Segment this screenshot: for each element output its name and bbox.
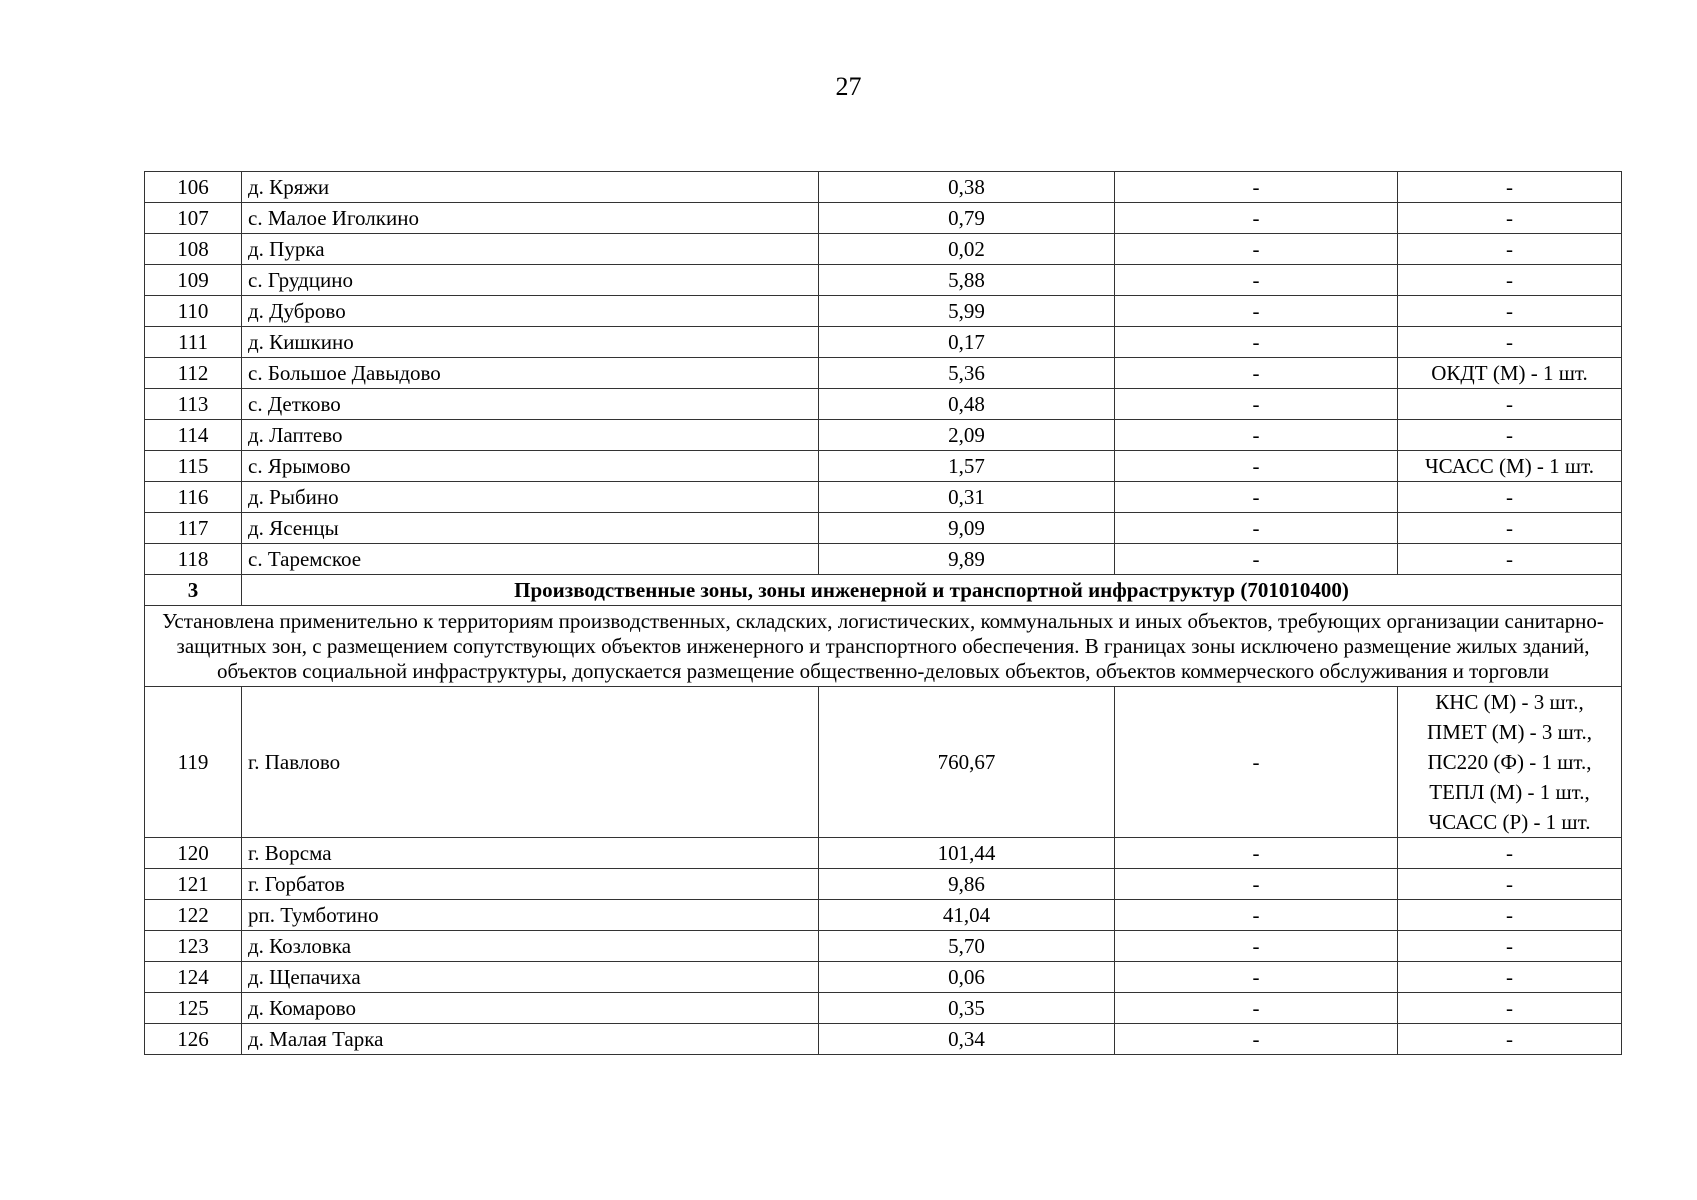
- zone-area: 1,57: [819, 451, 1115, 482]
- settlement-name: д. Лаптево: [242, 420, 819, 451]
- planned-object-item: ПС220 (Ф) - 1 шт.,: [1427, 750, 1592, 774]
- settlement-name: с. Таремское: [242, 544, 819, 575]
- table-row: [145, 358, 1622, 389]
- row-number: 114: [145, 420, 242, 451]
- zone-area: 0,17: [819, 327, 1115, 358]
- row-number: 111: [145, 327, 242, 358]
- column-4-value: -: [1115, 234, 1398, 265]
- column-4-value: -: [1115, 203, 1398, 234]
- column-4-value: -: [1115, 962, 1398, 993]
- planned-objects: -: [1398, 296, 1622, 327]
- column-4-value: -: [1115, 451, 1398, 482]
- settlement-name: с. Детково: [242, 389, 819, 420]
- column-4-value: -: [1115, 838, 1398, 869]
- row-number: 117: [145, 513, 242, 544]
- column-4-value: -: [1115, 513, 1398, 544]
- planned-objects: -: [1398, 327, 1622, 358]
- settlement-name: д. Кишкино: [242, 327, 819, 358]
- table-row: [145, 296, 1622, 327]
- column-4-value: -: [1115, 544, 1398, 575]
- planned-object-item: ПМЕТ (М) - 3 шт.,: [1427, 720, 1592, 744]
- table-row: [145, 869, 1622, 900]
- row-number: 121: [145, 869, 242, 900]
- planned-objects: -: [1398, 172, 1622, 203]
- section-title: Производственные зоны, зоны инженерной и транспортной инфраструктур (701010400): [242, 575, 1622, 606]
- planned-objects: -: [1398, 931, 1622, 962]
- table-row: [145, 420, 1622, 451]
- zone-area: 0,31: [819, 482, 1115, 513]
- settlement-name: д. Щепачиха: [242, 962, 819, 993]
- row-number: 108: [145, 234, 242, 265]
- table-row: [145, 482, 1622, 513]
- planned-objects: ОКДТ (М) - 1 шт.: [1398, 358, 1622, 389]
- settlement-name: д. Пурка: [242, 234, 819, 265]
- table-row: [145, 327, 1622, 358]
- planned-objects: -: [1398, 203, 1622, 234]
- row-number: 106: [145, 172, 242, 203]
- zone-area: 9,86: [819, 869, 1115, 900]
- settlement-name: г. Павлово: [242, 687, 819, 838]
- planned-object-item: КНС (М) - 3 шт.,: [1435, 690, 1584, 714]
- settlement-name: с. Большое Давыдово: [242, 358, 819, 389]
- column-4-value: -: [1115, 296, 1398, 327]
- settlement-name: рп. Тумботино: [242, 900, 819, 931]
- planned-objects: -: [1398, 993, 1622, 1024]
- settlement-name: д. Ясенцы: [242, 513, 819, 544]
- column-4-value: -: [1115, 687, 1398, 838]
- planned-objects: ЧСАСС (М) - 1 шт.: [1398, 451, 1622, 482]
- table-row: [145, 962, 1622, 993]
- zones-table-body: [145, 172, 1622, 1055]
- zone-area: 0,06: [819, 962, 1115, 993]
- table-row: [145, 513, 1622, 544]
- row-number: 109: [145, 265, 242, 296]
- row-number: 126: [145, 1024, 242, 1055]
- planned-objects: -: [1398, 389, 1622, 420]
- section-description: Установлена применительно к территориям производственных, складских, логистических, коммунальных и иных объектов, требующих организации санитарно-защитных зон, с размещением сопутствующих объектов инженерного и транспортного обеспечения. В границах зоны исключено размещение жилых зданий, объектов социальной инфраструктуры, допускается размещение общественно-деловых объектов, объектов коммерческого обслуживания и торговли: [145, 606, 1622, 687]
- column-4-value: -: [1115, 172, 1398, 203]
- row-number: 113: [145, 389, 242, 420]
- column-4-value: -: [1115, 358, 1398, 389]
- column-4-value: -: [1115, 420, 1398, 451]
- planned-objects: -: [1398, 544, 1622, 575]
- row-number: 115: [145, 451, 242, 482]
- planned-objects: -: [1398, 1024, 1622, 1055]
- section-description-row: [145, 606, 1622, 687]
- row-number: 123: [145, 931, 242, 962]
- zone-area: 2,09: [819, 420, 1115, 451]
- settlement-name: д. Комарово: [242, 993, 819, 1024]
- table-row: [145, 687, 1622, 838]
- planned-objects: -: [1398, 265, 1622, 296]
- table-row: [145, 234, 1622, 265]
- section-number: 3: [145, 575, 242, 606]
- row-number: 122: [145, 900, 242, 931]
- planned-objects: -: [1398, 482, 1622, 513]
- row-number: 118: [145, 544, 242, 575]
- row-number: 110: [145, 296, 242, 327]
- table-row: [145, 265, 1622, 296]
- table-row: [145, 993, 1622, 1024]
- table-row: [145, 203, 1622, 234]
- page-number: 27: [835, 72, 862, 101]
- column-4-value: -: [1115, 389, 1398, 420]
- zone-area: 41,04: [819, 900, 1115, 931]
- table-row: [145, 389, 1622, 420]
- table-row: [145, 838, 1622, 869]
- planned-object-item: ЧСАСС (Р) - 1 шт.: [1428, 810, 1591, 834]
- settlement-name: с. Грудцино: [242, 265, 819, 296]
- row-number: 119: [145, 687, 242, 838]
- column-4-value: -: [1115, 327, 1398, 358]
- table-row: [145, 172, 1622, 203]
- table-row: [145, 451, 1622, 482]
- settlement-name: г. Ворсма: [242, 838, 819, 869]
- table-row: [145, 931, 1622, 962]
- column-4-value: -: [1115, 900, 1398, 931]
- row-number: 125: [145, 993, 242, 1024]
- zone-area: 0,38: [819, 172, 1115, 203]
- row-number: 107: [145, 203, 242, 234]
- zone-area: 0,34: [819, 1024, 1115, 1055]
- zone-area: 9,89: [819, 544, 1115, 575]
- table-row: [145, 544, 1622, 575]
- column-4-value: -: [1115, 265, 1398, 296]
- settlement-name: д. Кряжи: [242, 172, 819, 203]
- table-row: [145, 900, 1622, 931]
- settlement-name: д. Дуброво: [242, 296, 819, 327]
- zone-area: 5,36: [819, 358, 1115, 389]
- planned-objects: -: [1398, 420, 1622, 451]
- planned-objects: -: [1398, 869, 1622, 900]
- settlement-name: д. Козловка: [242, 931, 819, 962]
- planned-objects: -: [1398, 962, 1622, 993]
- row-number: 116: [145, 482, 242, 513]
- table-row: [145, 1024, 1622, 1055]
- column-4-value: -: [1115, 482, 1398, 513]
- planned-objects: -: [1398, 838, 1622, 869]
- settlement-name: с. Ярымово: [242, 451, 819, 482]
- zone-area: 5,88: [819, 265, 1115, 296]
- zone-area: 0,35: [819, 993, 1115, 1024]
- settlement-name: с. Малое Иголкино: [242, 203, 819, 234]
- planned-objects: -: [1398, 513, 1622, 544]
- planned-object-item: ТЕПЛ (М) - 1 шт.,: [1429, 780, 1590, 804]
- settlement-name: г. Горбатов: [242, 869, 819, 900]
- column-4-value: -: [1115, 869, 1398, 900]
- zone-area: 9,09: [819, 513, 1115, 544]
- row-number: 124: [145, 962, 242, 993]
- section-header-row: [145, 575, 1622, 606]
- settlement-name: д. Малая Тарка: [242, 1024, 819, 1055]
- planned-objects: -: [1398, 900, 1622, 931]
- row-number: 112: [145, 358, 242, 389]
- column-4-value: -: [1115, 1024, 1398, 1055]
- zones-table: [144, 171, 1622, 1055]
- settlement-name: д. Рыбино: [242, 482, 819, 513]
- zone-area: 0,79: [819, 203, 1115, 234]
- column-4-value: -: [1115, 931, 1398, 962]
- column-4-value: -: [1115, 993, 1398, 1024]
- row-number: 120: [145, 838, 242, 869]
- zone-area: 101,44: [819, 838, 1115, 869]
- zone-area: 760,67: [819, 687, 1115, 838]
- zone-area: 5,70: [819, 931, 1115, 962]
- planned-objects: [1398, 687, 1622, 838]
- zone-area: 0,02: [819, 234, 1115, 265]
- zone-area: 0,48: [819, 389, 1115, 420]
- zone-area: 5,99: [819, 296, 1115, 327]
- planned-objects: -: [1398, 234, 1622, 265]
